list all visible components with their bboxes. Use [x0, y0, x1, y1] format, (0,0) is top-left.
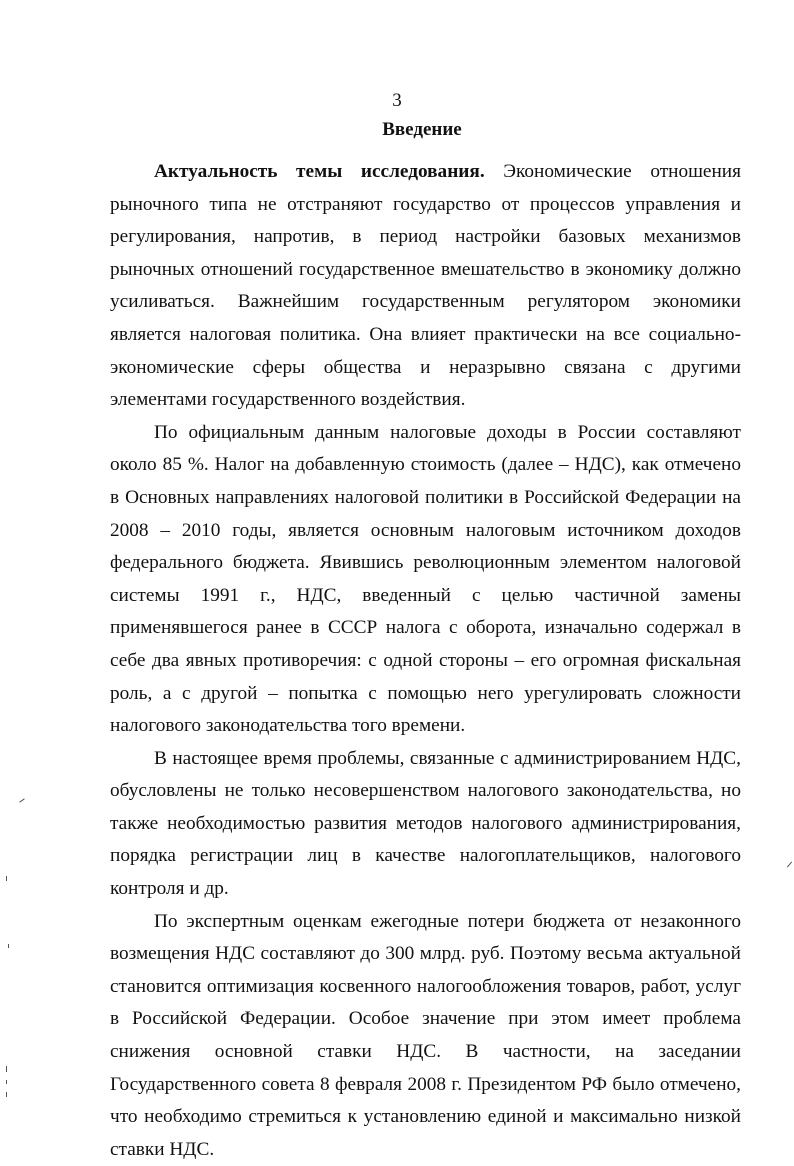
section-heading: Введение [382, 119, 462, 140]
paragraph-administration: В настоящее время проблемы, связанные с администрированием НДС, обусловлены не только несовершенством налогового законодательства, но также необходимостью развития методов налогового администрирования, порядка регистрации лиц в качестве налогоплательщиков, налогового контроля и др. [110, 747, 741, 900]
scan-artifact [787, 861, 792, 867]
document-body [110, 156, 741, 1166]
paragraph-lead: Актуальность темы исследования. [154, 161, 485, 182]
scan-artifact [8, 944, 9, 948]
scan-artifact [6, 1080, 7, 1084]
scan-artifact [19, 798, 24, 802]
paragraph-relevance [110, 156, 741, 417]
scan-artifact [6, 876, 7, 881]
page-number: 3 [392, 90, 402, 111]
paragraph-budget-losses: По экспертным оценкам ежегодные потери бюджета от незаконного возмещения НДС составляют до 300 млрд. руб. Поэтому весьма актуальной становится оптимизация косвенного налогообложения товаров, работ, услуг в Российской Федерации. Особое значение при этом имеет проблема снижения основной ставки НДС. В частности, на заседании Государственного совета 8 февраля 2008 г. Президентом РФ было отмечено, что необходимо стремиться к установлению единой и максимально низкой ставки НДС. [110, 910, 741, 1160]
scan-artifact [6, 1092, 7, 1097]
scan-artifact [6, 1066, 7, 1072]
paragraph-text: Экономические отношения рыночного типа не отстраняют государство от процессов управления и регулирования, напротив, в период настройки базовых механизмов рыночных отношений государственное вмешательство в экономику должно усиливаться. Важнейшим государственным регулятором экономики является налоговая политика. Она влияет практически на все социально-экономические сферы общества и неразрывно связана с другими элементами государственного воздействия. [110, 161, 741, 411]
paragraph-tax-revenue: По официальным данным налоговые доходы в России составляют около 85 %. Налог на добавленную стоимость (далее – НДС), как отмечено в Основных направлениях налоговой политики в Российской Федерации на 2008 – 2010 годы, является основным налоговым источником доходов федерального бюджета. Явившись революционным элементом налоговой системы 1991 г., НДС, введенный с целью частичной замены применявшегося ранее в СССР налога с оборота, изначально содержал в себе два явных противоречия: с одной стороны – его огромная фискальная роль, а с другой – попытка с помощью него урегулировать сложности налогового законодательства того времени. [110, 421, 741, 737]
